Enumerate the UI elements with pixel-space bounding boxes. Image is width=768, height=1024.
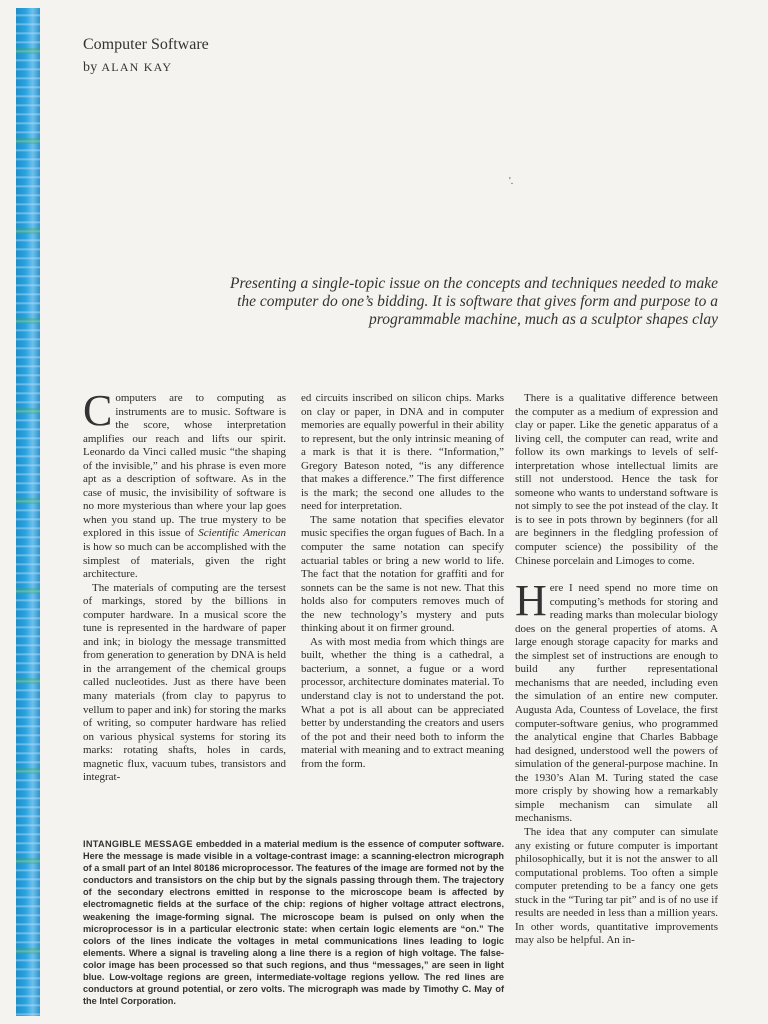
paragraph-text: is how so much can be accomplished with the simplest of materials, given the right architecture. [83,541,286,581]
body-column-3 [515,392,718,948]
paragraph: The materials of computing are the tersest of markings, stored by the billions in computer hardware. In a musical score the tune is represented in the hardware of paper and ink; in biology the message transmitted from generation to generation by DNA is held in the arrangement of the chemical groups called nucleotides. Just as there have been many materials (from clay to papyrus to vellum to paper and ink) for storing the marks of writing, so computer hardware has relied on various physical systems for storing its marks: rotating shafts, holes in cards, magnetic flux, vacuum tubes, transistors and integrat- [83,581,286,784]
magazine-name: Scientific American [198,527,286,540]
paragraph: There is a qualitative difference between the computer as a medium of expression and clay or paper. Like the genetic apparatus of a living cell, the computer can read, write and follow its own markings to levels of self-interpretation whose intellectual limits are still not understood. Hence the task for someone who wants to understand software is not simply to see the pot instead of the clay. It is to see in pots thrown by beginners (for all are beginners in the fledgling profession of computer science) the possibility of the Chinese porcelain and Limoges to come. [515,392,718,567]
paragraph: The idea that any computer can simulate any existing or future computer is important philosophically, but it is not the answer to all computational problems. Too often a simple computer pretending to be a fancy one gets stuck in the “Turing tar pit” and is of no use if results are needed in less than a million years. In other words, quantitative improvements may also be helpful. An in- [515,825,718,947]
micrograph-image-strip [16,8,40,1016]
paragraph [515,576,718,826]
drop-cap: H [515,576,547,626]
paragraph-text: omputers are to computing as instruments are to music. Software is the score, whose interpretation amplifies our reach and lifts our spirit. Leonardo da Vinci called music “the shaping of the invisible,” and his phrase is even more apt as a description of software. As in the case of music, the invisibility of software is no more mysterious than where your lap goes when you stand up. The true mystery to be explored in this issue of [83,392,286,540]
caption-lead: INTANGIBLE MESSAGE [83,839,193,849]
byline [83,60,172,76]
paragraph: ed circuits inscribed on silicon chips. Marks on clay or paper, in DNA and in computer memories are equally powerful in their ability to represent, but the only intrinsic meaning of a mark is that it is there. “Information,” Gregory Bateson noted, “is any difference that makes a difference.” The first difference is the mark; the second one alludes to the need for interpretation. [301,392,504,513]
caption-text: embedded in a material medium is the essence of computer software. Here the message is made visible in a voltage-contrast image: a scanning-electron micrograph of a small part of an Intel 80186 microprocessor. The features of the image are formed not by the conductors and transistors on the chip but by the signals passing through them. The trajectory of the secondary electrons emitted in response to the microscope beam is affected by electromagnetic fields at the surface of the chip: regions of higher voltage attract electrons, weakening the image-forming signal. The microscope beam is pulsed on only when the microprocessor is in a particular electronic state: when certain logic elements are “on.” The colors of the lines indicate the voltages in metal communications lines leading to logic elements. Where a signal is traveling along a line there is a region of high voltage. The false-color image has been processed so that such regions, and thus “messages,” are seen in light blue. Low-voltage regions are green, intermediate-voltage regions yellow. The red lines are conductors at ground potential, or zero volts. The micrograph was made by Timothy C. May of the Intel Corporation. [83,839,505,1007]
byline-by: by [83,60,98,75]
article-deck: Presenting a single-topic issue on the concepts and techniques needed to make the computer do one’s bidding. It is software that gives form and purpose to a programmable machine, much as a sculptor shapes clay [230,275,718,328]
body-column-1 [83,386,286,785]
stray-mark: '. [509,176,514,187]
body-column-2 [301,392,504,771]
drop-cap: C [83,386,113,435]
article-title: Computer Software [83,36,209,53]
paragraph: As with most media from which things are built, whether the thing is a cathedral, a bacterium, a sonnet, a fugue or a word processor, architecture dominates material. To understand clay is not to understand the pot. What a pot is all about can be appreciated better by understanding the creators and users of the pot and their need both to inform the material with meaning and to extract meaning from the form. [301,635,504,770]
figure-caption [83,838,504,1007]
author-name: ALAN KAY [101,60,173,74]
paragraph: The same notation that specifies elevator music specifies the organ fugues of Bach. In a computer the same notation can specify actuarial tables or bring a new world to life. The fact that the notation for graffiti and for sonnets can be the same is not new. That this holds also for computers removes much of the new technology’s mystery and puts thinking about it on firmer ground. [301,513,504,635]
paragraph [83,386,286,582]
paragraph-text: ere I need spend no more time on computing’s methods for storing and reading marks than molecular biology does on the general properties of atoms. A large enough storage capacity for marks and the simplest set of instructions are enough to build any further representational mechanisms that are needed, including even the simulation of an entire new computer. Augusta Ada, Countess of Lovelace, the first computer-software genius, who programmed the analytical engine that Charles Babbage had designed, understood well the powers of simulation of the general-purpose machine. In the 1930’s Alan M. Turing stated the case more crisply by showing how a remarkably simple mechanism can simulate all mechanisms. [515,582,718,825]
